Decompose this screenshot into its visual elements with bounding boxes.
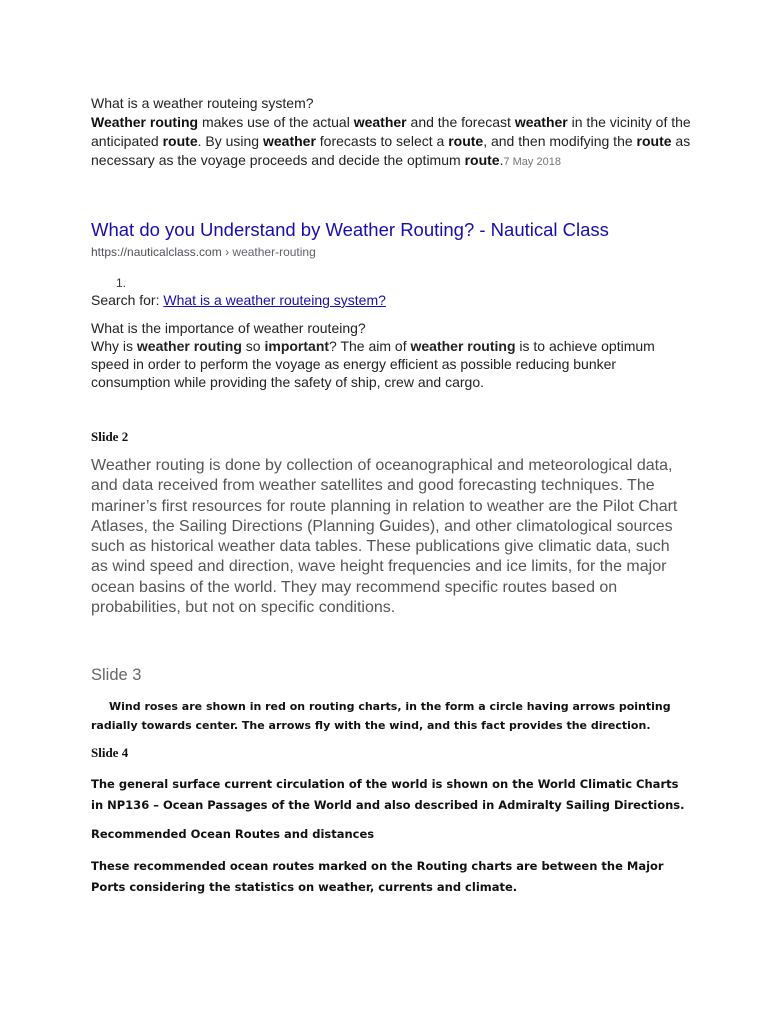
result-url[interactable]: https://nauticalclass.com › weather-routing: [91, 245, 316, 259]
related-answer: Why is weather routing so important? The aim of weather routing is to achieve optimum speed in order to perform the voyage as energy efficient as possible reducing bunker consumption while providing the safety of ship, crew and cargo.: [91, 338, 655, 390]
list-number: 1.: [116, 276, 127, 290]
related-question: What is the importance of weather routeing?: [91, 320, 366, 336]
slide-4-body: The general surface current circulation of the world is shown on the World Climatic Charts in NP136 – Ocean Passages of the World and also described in Admiralty Sailing Directions.: [91, 777, 685, 812]
routes-body: These recommended ocean routes marked on the Routing charts are between the Major Ports considering the statistics on weather, currents and climate.: [91, 859, 664, 894]
related-question-block: [91, 319, 691, 391]
featured-snippet: [91, 94, 691, 172]
result-title-link[interactable]: What do you Understand by Weather Routing? - Nautical Class: [91, 219, 609, 240]
slide-3-label: Slide 3: [91, 666, 142, 684]
slide-3-body: Wind roses are shown in red on routing charts, in the form a circle having arrows pointing radially towards center. The arrows fly with the wind, and this fact provides the direction.: [91, 700, 671, 732]
slide-4-label: Slide 4: [91, 745, 129, 760]
routes-heading: Recommended Ocean Routes and distances: [91, 827, 375, 841]
snippet-question: What is a weather routeing system?: [91, 95, 314, 111]
search-for-link[interactable]: What is a weather routeing system?: [163, 292, 386, 308]
search-for-line: Search for: What is a weather routeing system?: [91, 292, 386, 308]
slide-2-body: Weather routing is done by collection of oceanographical and meteorological data, and data received from weather satellites and good forecasting techniques. The mariner’s first resources for route planning in relation to weather are the Pilot Chart Atlases, the Sailing Directions (Planning Guides), and other climatological sources such as historical weather data tables. These publications give climatic data, such as wind speed and direction, wave height frequencies and ice limits, for the major ocean basins of the world. They may recommend specific routes based on probabilities, but not on specific conditions.: [91, 457, 678, 617]
snippet-answer: Weather routing makes use of the actual weather and the forecast weather in the vicinity of the anticipated route. By using weather forecasts to select a route, and then modifying the route as necessary as the voyage proceeds and decide the optimum route.7 May 2018: [91, 114, 691, 168]
slide-2-label: Slide 2: [91, 429, 129, 444]
snippet-date: 7 May 2018: [503, 156, 561, 168]
